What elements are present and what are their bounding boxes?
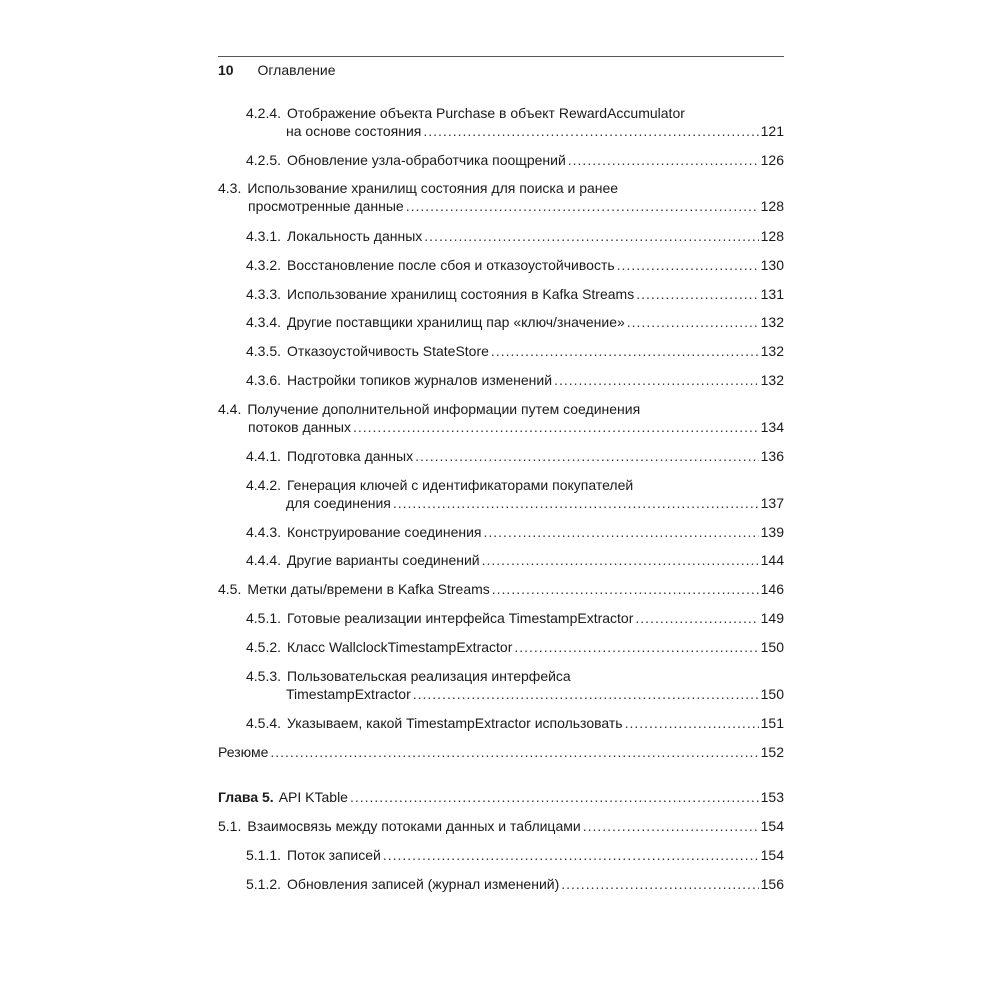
dot-leader (353, 418, 759, 436)
toc-number: 4.3.5. (246, 343, 282, 359)
toc-title: Использование хранилищ состояния в Kafka Streams (287, 286, 635, 302)
dot-leader (561, 875, 758, 893)
toc-entry (246, 371, 784, 389)
toc-number: 4.5.3. (246, 668, 282, 684)
toc-entry (246, 476, 784, 512)
toc-number: 4.3.3. (246, 286, 282, 302)
toc-page-number: 139 (760, 524, 784, 540)
toc-entry (246, 285, 784, 303)
toc-page-number: 132 (760, 343, 784, 359)
toc-title: Использование хранилищ состояния для поиска и ранее (247, 180, 619, 196)
toc-number: 4.3.4. (246, 314, 282, 330)
toc-page-number: 132 (760, 372, 784, 388)
dot-leader (625, 714, 759, 732)
toc-title: Другие варианты соединений (287, 552, 480, 568)
toc-number: 4.4.3. (246, 524, 282, 540)
toc-number: 5.1.2. (246, 876, 282, 892)
toc-page-number: 152 (760, 744, 784, 760)
toc-page-number: 130 (760, 257, 784, 273)
toc-title: Генерация ключей с идентификаторами покупателей (287, 477, 634, 493)
toc-title: API KTable (278, 789, 348, 805)
toc-page-number: 134 (760, 419, 784, 435)
dot-leader (424, 227, 758, 245)
toc-title: Обновление узла-обработчика поощрений (287, 152, 566, 168)
toc-page-number: 137 (760, 495, 784, 511)
toc-entry (218, 817, 784, 835)
toc-title: Восстановление после сбоя и отказоустойчивость (287, 257, 615, 273)
toc-entry (246, 342, 784, 360)
dot-leader (415, 447, 759, 465)
toc-number: 4.4.2. (246, 477, 282, 493)
dot-leader (350, 788, 759, 806)
toc-title: Отказоустойчивость StateStore (287, 343, 489, 359)
toc-title-continued: для соединения (286, 495, 391, 511)
header-rule (218, 56, 784, 57)
toc-number: 4.5.1. (246, 610, 282, 626)
header-title: Оглавление (257, 62, 336, 78)
toc-number: 5.1.1. (246, 847, 282, 863)
toc-title: Другие поставщики хранилищ пар «ключ/значение» (287, 314, 625, 330)
toc-title: Готовые реализации интерфейса TimestampExtractor (287, 610, 634, 626)
toc-title-continued: на основе состояния (286, 123, 422, 139)
toc-entry (218, 788, 784, 806)
toc-page-number: 149 (760, 610, 784, 626)
toc-title: Отображение объекта Purchase в объект RewardAccumulator (287, 105, 685, 121)
toc-title: Пользовательская реализация интерфейса (287, 668, 571, 684)
toc-entry (218, 743, 784, 761)
toc-number: 4.3. (218, 180, 242, 196)
toc-number: 4.3.6. (246, 372, 282, 388)
toc-page-number: 154 (760, 818, 784, 834)
toc-number: 4.3.1. (246, 228, 282, 244)
toc-entry (246, 667, 784, 703)
toc-entry (246, 609, 784, 627)
toc-title: Локальность данных (287, 228, 423, 244)
toc-entry (246, 227, 784, 245)
toc-number: 4.2.5. (246, 152, 282, 168)
toc-entry (246, 151, 784, 169)
dot-leader (383, 846, 759, 864)
toc-title-continued: просмотренные данные (248, 198, 404, 214)
toc-number: 4.4.4. (246, 552, 282, 568)
toc-page-number: 150 (760, 639, 784, 655)
toc-title: Класс WallclockTimestampExtractor (287, 639, 513, 655)
toc-page-number: 128 (760, 228, 784, 244)
toc-title-continued: потоков данных (248, 419, 351, 435)
dot-leader (554, 371, 759, 389)
toc-entry (246, 714, 784, 732)
toc-number: 4.5. (218, 581, 242, 597)
toc-page-number: 146 (760, 581, 784, 597)
toc-entry (246, 313, 784, 331)
dot-leader (492, 580, 759, 598)
dot-leader (393, 494, 759, 512)
toc-title: Метки даты/времени в Kafka Streams (247, 581, 490, 597)
toc-entry (246, 846, 784, 864)
dot-leader (482, 551, 759, 569)
toc-title: Резюме (218, 744, 269, 760)
toc-number: 5.1. (218, 818, 242, 834)
toc-page-number: 150 (760, 686, 784, 702)
toc-entry (246, 638, 784, 656)
toc-title: Указываем, какой TimestampExtractor использовать (287, 715, 623, 731)
header-page-number: 10 (218, 62, 234, 78)
dot-leader (636, 285, 758, 303)
toc-page-number: 126 (760, 152, 784, 168)
toc-entry (218, 179, 784, 215)
toc-number: 4.5.4. (246, 715, 282, 731)
toc-page-number: 132 (760, 314, 784, 330)
dot-leader (413, 685, 759, 703)
dot-leader (484, 523, 759, 541)
toc-title: Обновления записей (журнал изменений) (287, 876, 560, 892)
page-header (218, 60, 784, 80)
dot-leader (491, 342, 759, 360)
toc-entry (246, 875, 784, 893)
toc-entry (246, 551, 784, 569)
toc-title: Поток записей (287, 847, 381, 863)
toc-page-number: 136 (760, 448, 784, 464)
toc-title: Конструирование соединения (287, 524, 482, 540)
dot-leader (406, 197, 759, 215)
dot-leader (423, 122, 758, 140)
toc-number: 4.5.2. (246, 639, 282, 655)
toc-page-number: 128 (760, 198, 784, 214)
toc-entry (246, 523, 784, 541)
dot-leader (568, 151, 759, 169)
dot-leader (270, 743, 758, 761)
toc-entry (246, 256, 784, 274)
toc-number: 4.4. (218, 401, 242, 417)
toc-title: Подготовка данных (287, 448, 414, 464)
toc-page-number: 153 (760, 789, 784, 805)
toc-title-continued: TimestampExtractor (286, 686, 411, 702)
toc-page-number: 144 (760, 552, 784, 568)
toc-entry (218, 580, 784, 598)
toc-title: Настройки топиков журналов изменений (287, 372, 553, 388)
toc-page-number: 131 (760, 286, 784, 302)
toc-page-number: 121 (760, 123, 784, 139)
toc-entry (246, 104, 784, 140)
toc-entry (246, 447, 784, 465)
dot-leader (583, 817, 759, 835)
toc-entry (218, 400, 784, 436)
dot-leader (617, 256, 759, 274)
toc-title: Получение дополнительной информации путем соединения (247, 401, 641, 417)
dot-leader (635, 609, 758, 627)
toc-number: 4.4.1. (246, 448, 282, 464)
toc-page-number: 151 (760, 715, 784, 731)
toc-page-number: 156 (760, 876, 784, 892)
dot-leader (627, 313, 759, 331)
toc-number: 4.3.2. (246, 257, 282, 273)
toc-number: 4.2.4. (246, 105, 282, 121)
toc-page-number: 154 (760, 847, 784, 863)
toc-title: Взаимосвязь между потоками данных и таблицами (247, 818, 581, 834)
dot-leader (514, 638, 758, 656)
toc-chapter-label: Глава 5. (218, 789, 274, 805)
